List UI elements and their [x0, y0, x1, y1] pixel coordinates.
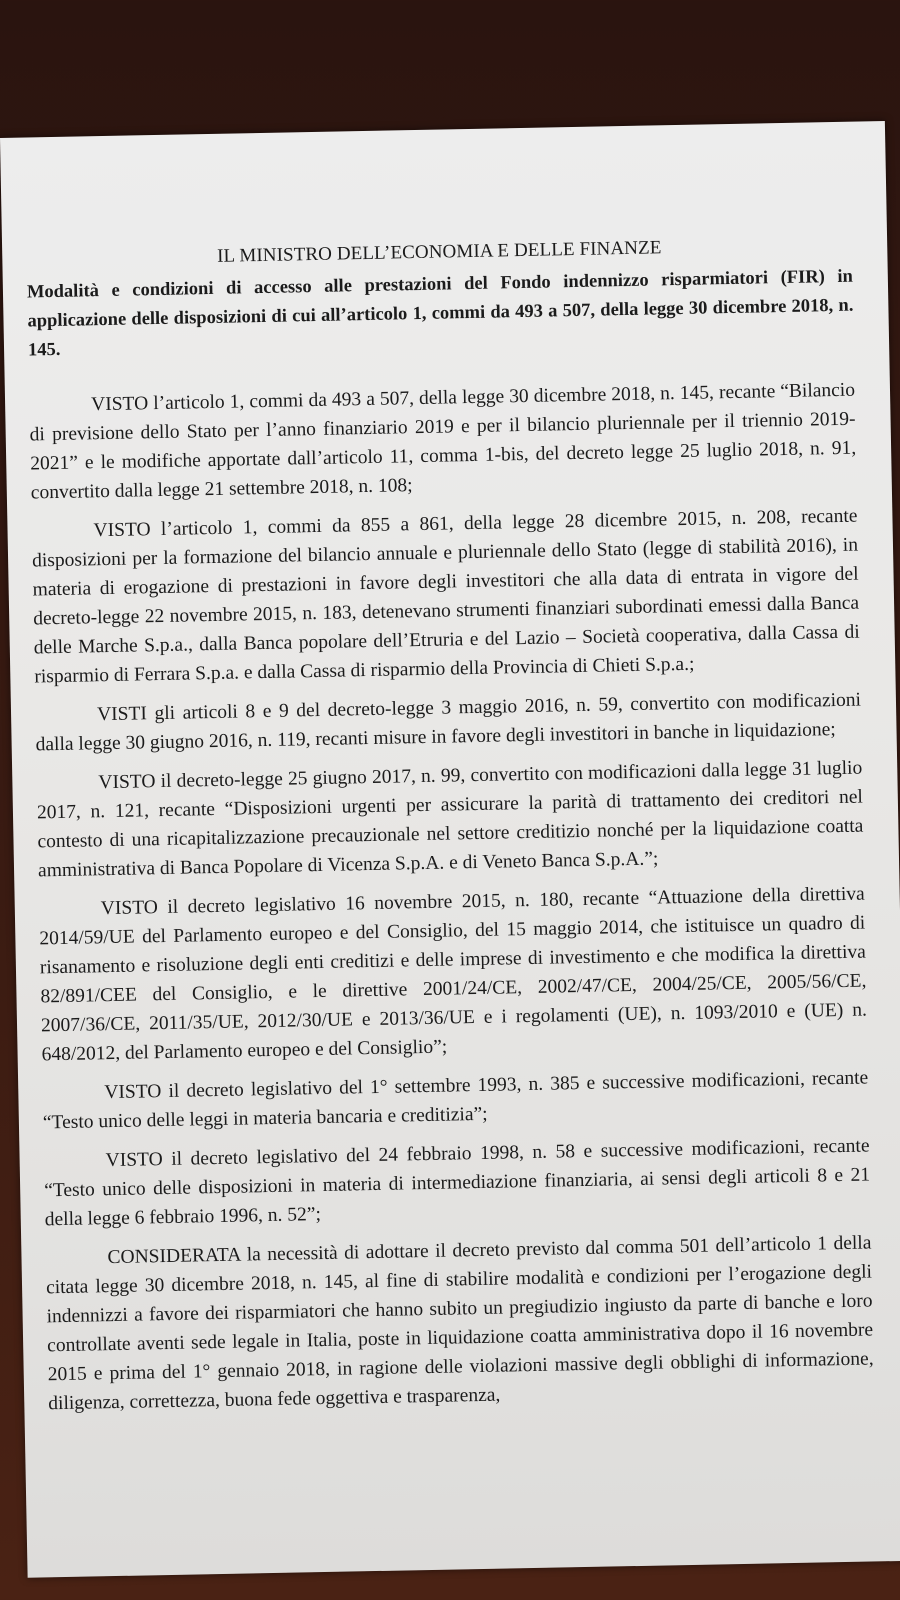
document-page [0, 121, 900, 1578]
document-body [26, 230, 875, 1429]
paragraph-visto-5: VISTO il decreto legislativo 16 novembre 2015, n. 180, recante “Attuazione della direttiva 2014/59/UE del Parlamento europeo e del Consiglio, del 15 maggio 2014, che istituisce un quadro di risanamento e risoluzione degli enti creditizi e delle imprese di investimento e che modifica la direttiva 82/891/CEE del Consiglio, e le direttive 2001/24/CE, 2002/47/CE, 2004/25/CE, 2005/56/CE, 2007/36/CE, 2011/35/UE, 2012/30/UE e 2013/36/UE e i regolamenti (UE), n. 1093/2010 e (UE) n. 648/2012, del Parlamento europeo e del Consiglio”; [39, 883, 868, 1066]
paragraph-visti-3: VISTI gli articoli 8 e 9 del decreto-legge 3 maggio 2016, n. 59, convertito con modificazioni dalla legge 30 giugno 2016, n. 119, recanti misure in favore degli investitori in banche in liquidazione; [35, 689, 862, 756]
document-subject: Modalità e condizioni di accesso alle prestazioni del Fondo indennizzo risparmiatori (FIR) in applicazione delle disposizioni di cui all’articolo 1, commi da 493 a 507, della legge 30 dicembre 2018, n. 145. [26, 266, 854, 361]
paragraph-considerata-8: CONSIDERATA la necessità di adottare il decreto previsto dal comma 501 dell’articolo 1 della citata legge 30 dicembre 2018, n. 145, al fine di stabilire modalità e condizioni per l’erogazione degli indennizzi a favore dei risparmiatori che hanno subito un pregiudizio ingiusto da parte di banche e loro controllate aventi sede legale in Italia, poste in liquidazione coatta amministrativa dopo il 16 novembre 2015 e prima del 1° gennaio 2018, in ragione delle violazioni massive degli obblighi di informazione, diligenza, correttezza, buona fede oggettiva e trasparenza, [45, 1232, 874, 1415]
paragraph-visto-6: VISTO il decreto legislativo del 1° settembre 1993, n. 385 e successive modificazioni, recante “Testo unico delle leggi in materia bancaria e creditizia”; [42, 1067, 869, 1134]
document-heading: IL MINISTRO DELL’ECONOMIA E DELLE FINANZE [216, 237, 662, 267]
paragraph-visto-7: VISTO il decreto legislativo del 24 febbraio 1998, n. 58 e successive modificazioni, recante “Testo unico delle disposizioni in materia di intermediazione finanziaria, ai sensi degli articoli 8 e 21 della legge 6 febbraio 1996, n. 52”; [44, 1135, 871, 1231]
paragraph-visto-4: VISTO il decreto-legge 25 giugno 2017, n. 99, convertito con modificazioni dalla legge 31 luglio 2017, n. 121, recante “Disposizioni urgenti per assicurare la parità di trattamento dei creditori nel contesto di una ricapitalizzazione precauzionale nel settore creditizio nonché per la liquidazione coatta amministrativa di Banca Popolare di Vicenza S.p.A. e di Veneto Banca S.p.A.”; [36, 757, 864, 882]
paragraph-visto-1: VISTO l’articolo 1, commi da 493 a 507, della legge 30 dicembre 2018, n. 145, recante “Bilancio di previsione dello Stato per l’anno finanziario 2019 e per il bilancio pluriennale per il triennio 2019-2021” e le modifiche apportate dall’articolo 11, comma 1-bis, del decreto legge 25 luglio 2018, n. 91, convertito dalla legge 21 settembre 2018, n. 108; [29, 379, 857, 504]
paragraph-visto-2: VISTO l’articolo 1, commi da 855 a 861, della legge 28 dicembre 2015, n. 208, recante disposizioni per la formazione del bilancio annuale e pluriennale dello Stato (legge di stabilità 2016), in materia di erogazione di prestazioni in favore degli investitori che alla data di entrata in vigore del decreto-legge 22 novembre 2015, n. 183, detenevano strumenti finanziari subordinati emessi dalla Banca delle Marche S.p.a., dalla Banca popolare dell’Etruria e del Lazio – Società cooperativa, dalla Cassa di risparmio di Ferrara S.p.a. e dalla Cassa di risparmio della Provincia di Chieti S.p.a.; [31, 505, 860, 688]
